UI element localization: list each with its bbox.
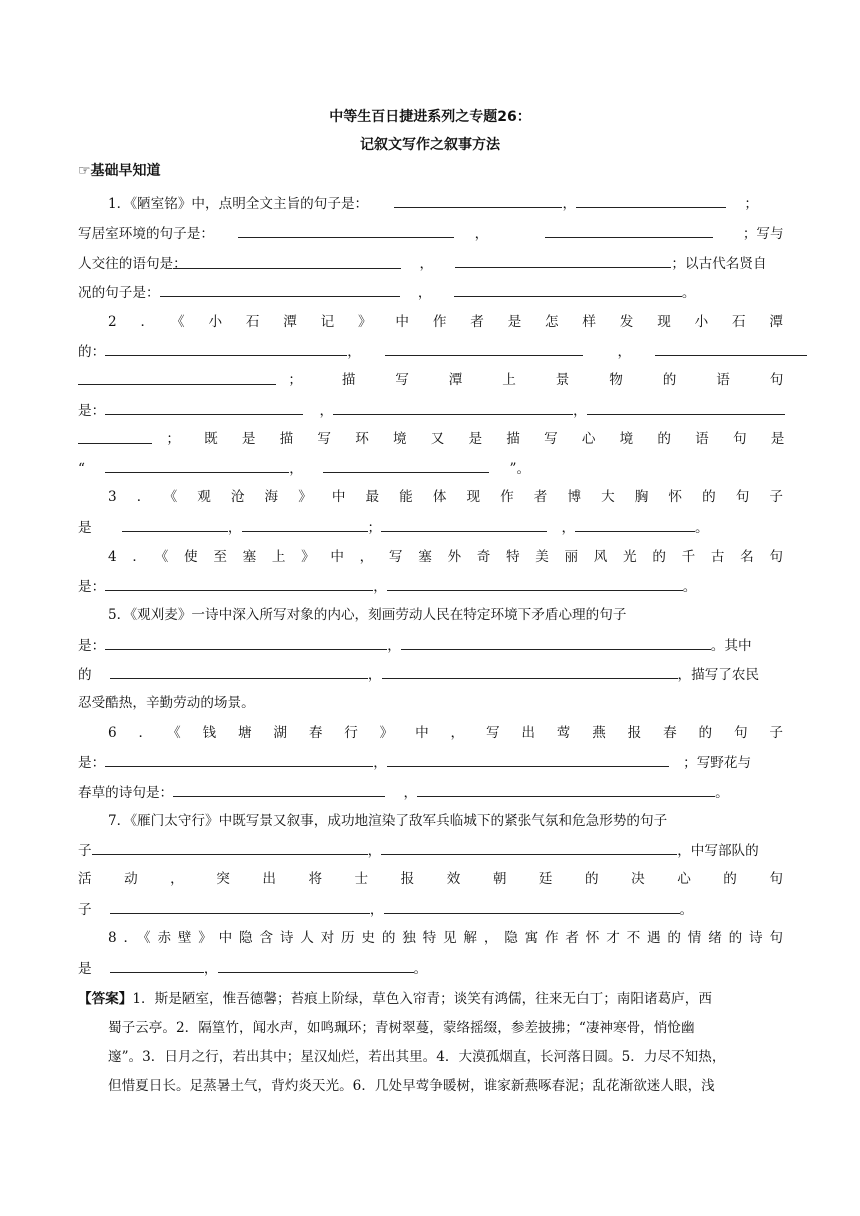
- question-3-line-2: 是 ， ； ， 。: [78, 516, 783, 538]
- question-2-line-4: 是： ， ，: [78, 399, 783, 421]
- question-3-line-1: 3．《观沧海》中最能体现作者博大胸怀的句子: [108, 489, 783, 505]
- doc-title: 中等生百日捷进系列之专题26：: [329, 109, 531, 125]
- question-1-line-4: 况的句子是： ， 。: [78, 281, 783, 303]
- question-7-line-3: 活动，突出将士报效朝廷的决心的句: [78, 871, 783, 887]
- section-heading: ☞基础早知道: [78, 163, 161, 179]
- answer-line-3: 邃”。3．日月之行，若出其中；星汉灿烂，若出其里。4．大漠孤烟直，长河落日圆。5．力尽不知热，: [108, 1049, 726, 1065]
- question-2-line-3: ；描写潭上景物的语句: [78, 369, 783, 391]
- question-1-line-2: 写居室环境的句子是： ， ；写与: [78, 222, 783, 244]
- question-5-line-2: 是： ， 。其中: [78, 634, 783, 656]
- question-5-line-3: 的 ， ，描写了农民: [78, 663, 783, 685]
- question-4-line-1: 4．《使至塞上》中，写塞外奇特美丽风光的千古名句: [108, 549, 783, 565]
- question-7-line-4: 子 ， 。: [78, 898, 783, 920]
- question-2-line-2: 的： ， ，: [78, 340, 783, 362]
- question-8-line-2: 是 ， 。: [78, 957, 783, 979]
- answer-line-4: 但惜夏日长。足蒸暑土气，背灼炎天光。6．几处早莺争暖树，谁家新燕啄春泥；乱花渐欲迷人眼，浅: [108, 1078, 715, 1094]
- answer-label: 【答案】: [78, 991, 133, 1007]
- question-6-line-2: 是： ， ；写野花与: [78, 751, 783, 773]
- question-2-line-1: 2．《小石潭记》中作者是怎样发现小石潭: [108, 314, 783, 330]
- answer-line-1: 【答案】1．斯是陋室，惟吾德馨；苔痕上阶绿，草色入帘青；谈笑有鸿儒，往来无白丁；南阳诸葛庐，西: [78, 991, 712, 1007]
- question-6-line-1: 6．《钱塘湖春行》中，写出莺燕报春的句子: [108, 725, 783, 741]
- question-1-line-1: 1．《陋室铭》中，点明全文主旨的句子是： ， ；: [108, 192, 783, 214]
- question-1-line-3: 人交往的语句是： ， ；以古代名贤自: [78, 252, 783, 274]
- answer-line-2: 蜀子云亭。2．隔篁竹，闻水声，如鸣珮环；青树翠蔓，蒙络摇缀，参差披拂；“凄神寒骨，悄怆幽: [108, 1020, 695, 1036]
- question-2-line-5: ；既是描写环境又是描写心境的语句是: [78, 428, 783, 450]
- question-7-line-1: 7．《雁门太守行》中既写景又叙事，成功地渲染了敌军兵临城下的紧张气氛和危急形势的句子: [108, 813, 668, 829]
- doc-subtitle: 记叙文写作之叙事方法: [360, 137, 500, 153]
- question-8-line-1: 8．《赤壁》中隐含诗人对历史的独特见解，隐寓作者怀才不遇的情绪的诗句: [108, 930, 783, 946]
- question-5-line-4: 忍受酷热，辛勤劳动的场景。: [78, 695, 255, 711]
- question-4-line-2: 是： ， 。: [78, 575, 783, 597]
- question-2-line-6: “ ， ”。: [78, 457, 783, 479]
- question-6-line-3: 春草的诗句是： ， 。: [78, 781, 783, 803]
- question-5-line-1: 5．《观刈麦》一诗中深入所写对象的内心，刻画劳动人民在特定环境下矛盾心理的句子: [108, 607, 627, 623]
- question-7-line-2: 子 ， ，中写部队的: [78, 839, 783, 861]
